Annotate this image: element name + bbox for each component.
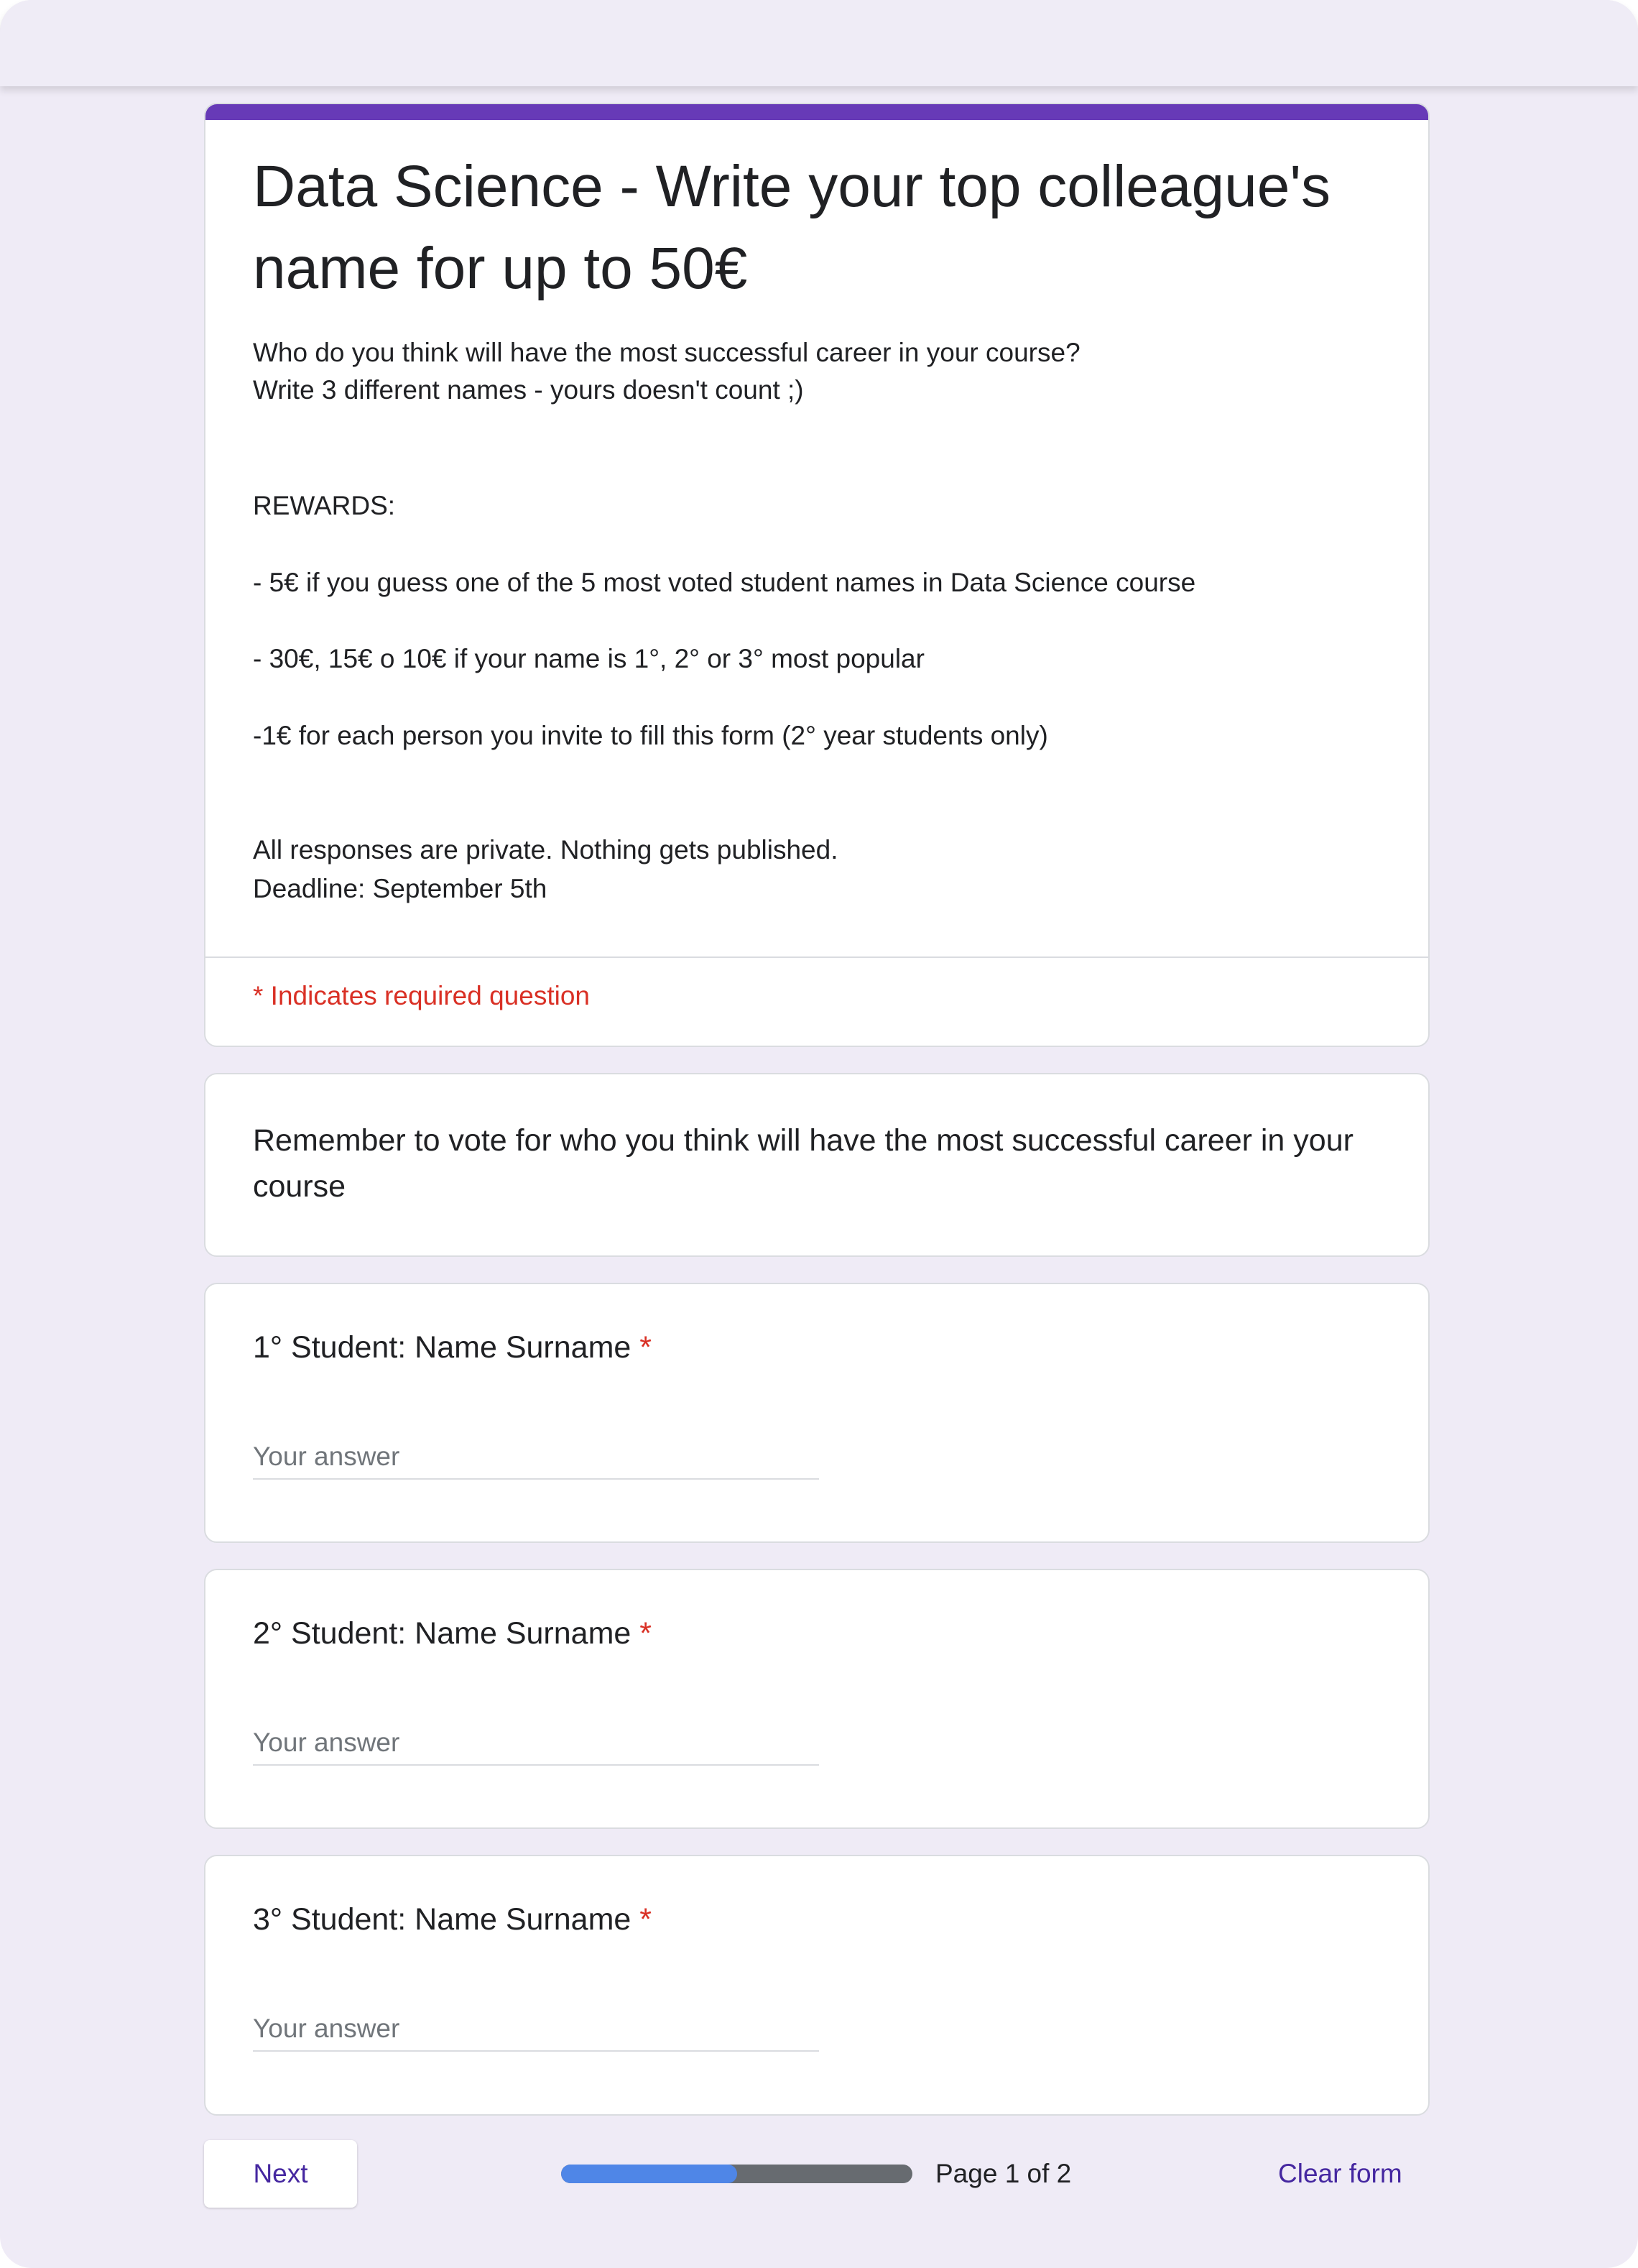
divider [205,956,1428,958]
accent-bar [205,104,1428,120]
top-bar [0,0,1638,86]
question-label [253,1330,652,1365]
form-header-card [204,103,1430,1047]
description-line: All responses are private. Nothing gets published. [253,835,838,865]
question-label [253,1616,652,1651]
description-line: - 5€ if you guess one of the 5 most voted student names in Data Science course [253,568,1196,597]
required-note: * Indicates required question [253,981,590,1010]
section-text: Remember to vote for who you think will have the most successful career in your course [253,1123,1354,1204]
page-indicator: Page 1 of 2 [935,2159,1072,2188]
form-title: Data Science - Write your top colleague's name for up to 50€ [253,154,1331,301]
student-1-input[interactable] [253,1435,819,1480]
required-asterisk: * [639,1616,652,1651]
description-line: -1€ for each person you invite to fill this form (2° year students only) [253,721,1048,750]
question-text: 1° Student: Name Surname [253,1330,631,1365]
section-text-card [204,1073,1430,1257]
description-line: - 30€, 15€ o 10€ if your name is 1°, 2° or 3° most popular [253,644,925,673]
student-2-input[interactable] [253,1721,819,1766]
description-line: REWARDS: [253,491,396,520]
description-line: Deadline: September 5th [253,874,547,903]
description-line: Who do you think will have the most successful career in your course? [253,338,1081,367]
question-label [253,1902,652,1937]
clear-form-button[interactable]: Clear form [1278,2159,1402,2188]
question-card-1 [204,1283,1430,1543]
required-asterisk: * [639,1902,652,1937]
description-line: Write 3 different names - yours doesn't count ;) [253,375,804,405]
question-text: 2° Student: Name Surname [253,1616,631,1651]
progress-bar [561,2165,912,2183]
student-3-input[interactable] [253,2007,819,2052]
question-text: 3° Student: Name Surname [253,1902,631,1937]
required-asterisk: * [639,1330,652,1365]
next-button[interactable]: Next [204,2140,357,2208]
question-card-2 [204,1569,1430,1829]
question-card-3 [204,1855,1430,2116]
progress-fill [561,2165,737,2183]
